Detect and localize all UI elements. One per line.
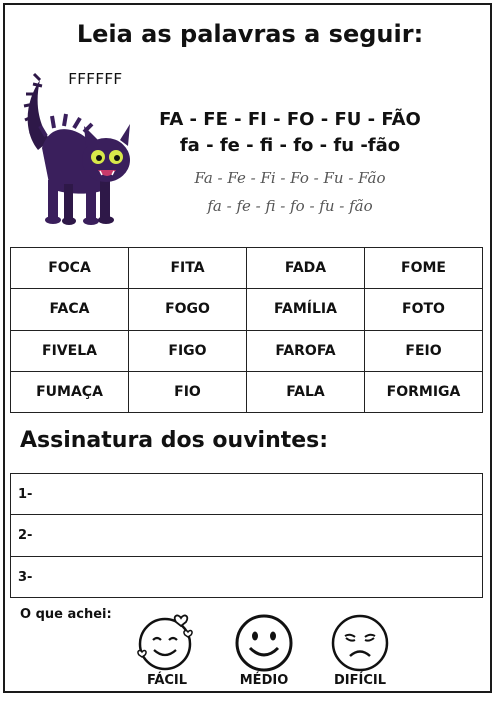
word-cell: FOTO — [365, 289, 483, 330]
syllables-cursive-lower: fa - fe - fi - fo - fu - fão — [207, 197, 373, 215]
syllables-upper: FA - FE - FI - FO - FU - FÃO — [159, 109, 421, 130]
signatures-title: Assinatura dos ouvintes: — [20, 428, 329, 453]
love-face-icon[interactable] — [136, 612, 196, 672]
signature-line-2[interactable]: 2- — [11, 515, 482, 556]
word-cell: FALA — [247, 371, 365, 412]
rating-medium-label: MÉDIO — [239, 673, 289, 688]
word-cell: FEIO — [365, 330, 483, 371]
cat-hiss-text: FFFFFF — [68, 70, 123, 88]
signature-line-3[interactable]: 3- — [18, 569, 33, 585]
word-cell: FORMIGA — [365, 371, 483, 412]
word-cell: FIGO — [129, 330, 247, 371]
rating-label: O que achei: — [20, 607, 112, 622]
rating-hard-label: DIFÍCIL — [333, 673, 386, 688]
table-row — [11, 371, 483, 412]
table-row — [11, 330, 483, 371]
word-cell: FUMAÇA — [11, 371, 129, 412]
signature-lines — [10, 473, 483, 598]
rating-easy-label: FÁCIL — [146, 673, 188, 688]
syllables-cursive-upper: Fa - Fe - Fi - Fo - Fu - Fão — [194, 169, 386, 187]
word-cell: FIVELA — [11, 330, 129, 371]
signature-line-1[interactable]: 1- — [11, 474, 482, 515]
word-cell: FOGO — [129, 289, 247, 330]
word-cell: FAMÍLIA — [247, 289, 365, 330]
sad-face-icon[interactable] — [330, 612, 390, 672]
word-cell: FAROFA — [247, 330, 365, 371]
table-row — [11, 248, 483, 289]
word-table — [10, 247, 483, 413]
word-cell: FITA — [129, 248, 247, 289]
word-cell: FOME — [365, 248, 483, 289]
word-cell: FADA — [247, 248, 365, 289]
word-cell: FIO — [129, 371, 247, 412]
page-title: Leia as palavras a seguir: — [76, 20, 424, 48]
syllables-lower: fa - fe - fi - fo - fu -fão — [179, 135, 401, 156]
table-row — [11, 289, 483, 330]
word-cell: FOCA — [11, 248, 129, 289]
smile-face-icon[interactable] — [234, 612, 294, 672]
word-cell: FACA — [11, 289, 129, 330]
black-cat-icon — [20, 70, 140, 230]
